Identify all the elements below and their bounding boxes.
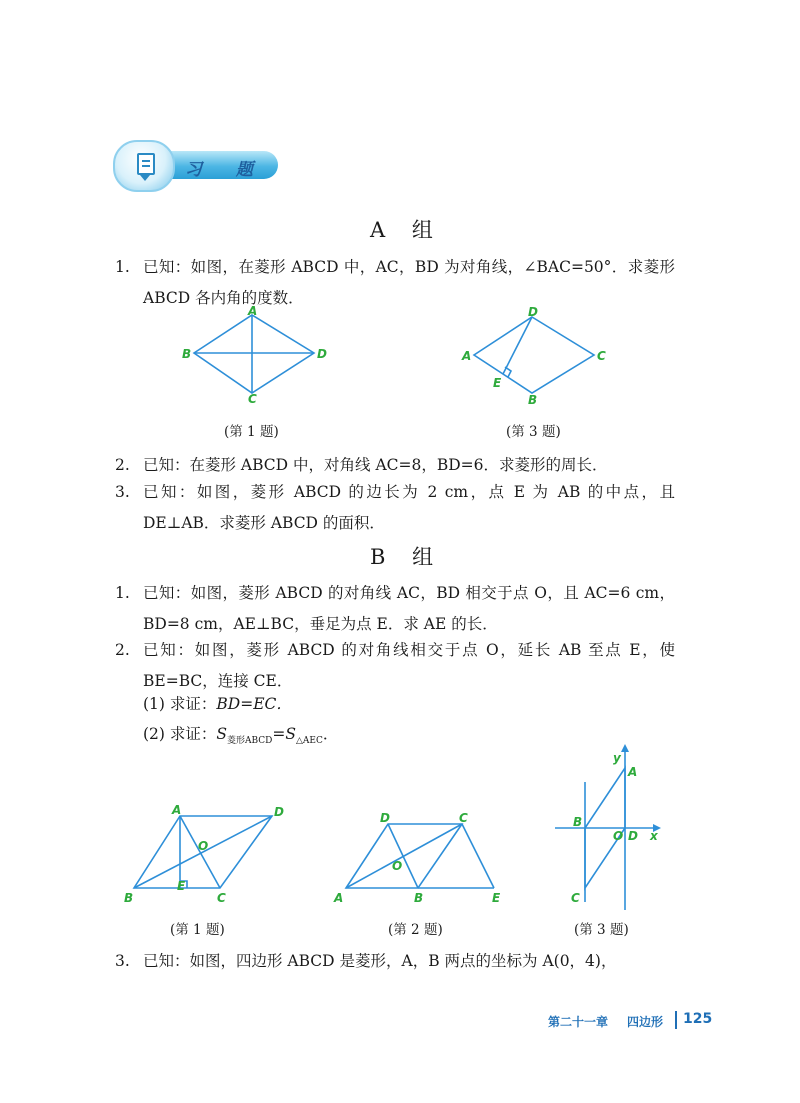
label-a: A — [334, 891, 344, 905]
label-e: E — [493, 376, 502, 390]
problem-text: 已知：如图，在菱形 ABCD 中，AC，BD 为对角线，∠BAC=50°．求菱形 ABCD 各内角的度数． — [143, 258, 675, 307]
subpart-label: (2) 求证： — [143, 725, 217, 743]
rhombus-abcd — [194, 315, 314, 393]
notepad-icon — [137, 153, 155, 175]
label-e: E — [492, 891, 501, 905]
figure-a1-caption: (第 1 题) — [224, 424, 279, 440]
figure-a3-caption: (第 3 题) — [506, 424, 561, 440]
problem-text: 已知：如图，菱形 ABCD 的对角线 AC，BD 相交于点 O，且 AC=6 cm，BD=8 cm，AE⊥BC，垂足为点 E．求 AE 的长． — [143, 584, 675, 633]
label-o: O — [613, 829, 624, 843]
label-b: B — [182, 347, 192, 361]
label-d: D — [528, 305, 538, 319]
footer-chapter: 第二十一章 — [548, 1015, 609, 1029]
equals-area: =S — [272, 725, 297, 743]
label-a: A — [172, 803, 182, 817]
figure-a3 — [460, 305, 620, 409]
group-a-heading: A 组 — [370, 218, 443, 242]
label-e: E — [177, 879, 186, 893]
figure-b3 — [555, 742, 685, 916]
subpart-label: (1) 求证： — [143, 695, 217, 713]
problem-number: 1. — [115, 584, 130, 602]
group-a-problem-3 — [115, 477, 675, 539]
subpart-1 — [143, 692, 292, 714]
group-b-problem-2 — [115, 635, 675, 697]
label-b: B — [528, 393, 538, 405]
diagonal-bd — [388, 824, 418, 888]
problem-text: 已知：如图，菱形 ABCD 的对角线相交于点 O，延长 AB 至点 E，使 BE=BC，连接 CE． — [143, 641, 676, 690]
problem-text: 已知：如图，四边形 ABCD 是菱形，A，B 两点的坐标为 A(0，4)， — [143, 952, 617, 970]
page-number: 125 — [683, 1011, 713, 1027]
area-symbol: S — [216, 725, 228, 743]
label-y: y — [613, 751, 621, 765]
y-axis-arrow — [621, 744, 629, 752]
segment-ce — [462, 824, 494, 888]
label-c: C — [459, 811, 468, 825]
label-o: O — [198, 839, 209, 853]
problem-number: 1. — [115, 258, 130, 276]
banner-badge — [113, 140, 175, 192]
rhombus-abcd — [474, 317, 594, 393]
label-d: D — [317, 347, 327, 361]
exercise-banner — [113, 140, 278, 194]
label-a: A — [462, 349, 472, 363]
footer-topic: 四边形 — [627, 1015, 664, 1029]
label-x: x — [650, 829, 658, 843]
banner-title: 习 题 — [185, 160, 267, 180]
label-a: A — [248, 305, 258, 318]
problem-text: 已知：如图，菱形 ABCD 的边长为 2 cm，点 E 为 AB 的中点，且 DE⊥AB．求菱形 ABCD 的面积． — [143, 483, 675, 532]
problem-number: 2. — [115, 641, 130, 659]
problem-text: 已知：在菱形 ABCD 中，对角线 AC=8，BD=6．求菱形的周长． — [143, 456, 608, 474]
label-b: B — [573, 815, 583, 829]
label-c: C — [597, 349, 606, 363]
diagonal-ac — [346, 824, 462, 888]
label-d: D — [628, 829, 638, 843]
group-b-problem-3 — [115, 946, 675, 977]
subpart-text: BD=EC． — [216, 695, 292, 713]
label-d: D — [380, 811, 390, 825]
chevron-down-icon — [140, 175, 150, 181]
figure-b2-caption: (第 2 题) — [388, 922, 443, 938]
problem-number: 3. — [115, 483, 130, 501]
problem-number: 3. — [115, 952, 130, 970]
label-b: B — [414, 891, 424, 905]
subpart-2 — [143, 722, 338, 746]
label-o: O — [392, 859, 403, 873]
figure-b1-caption: (第 1 题) — [170, 922, 225, 938]
label-b: B — [124, 891, 134, 905]
footer-divider — [675, 1011, 677, 1029]
figure-b2 — [330, 810, 510, 909]
label-c: C — [248, 392, 257, 405]
problem-number: 2. — [115, 456, 130, 474]
figure-b1 — [120, 798, 300, 912]
label-a: A — [628, 765, 638, 779]
figure-b3-caption: (第 3 题) — [574, 922, 629, 938]
group-b-heading: B 组 — [370, 545, 444, 569]
subpart-end: ． — [322, 725, 339, 743]
group-b-problem-1 — [115, 578, 675, 640]
label-c: C — [571, 891, 580, 905]
subscript-triangle: △AEC — [296, 736, 323, 747]
label-c: C — [217, 891, 226, 905]
label-d: D — [274, 805, 284, 819]
subscript-rhombus: 菱形ABCD — [227, 736, 273, 747]
figure-a1 — [180, 305, 330, 409]
